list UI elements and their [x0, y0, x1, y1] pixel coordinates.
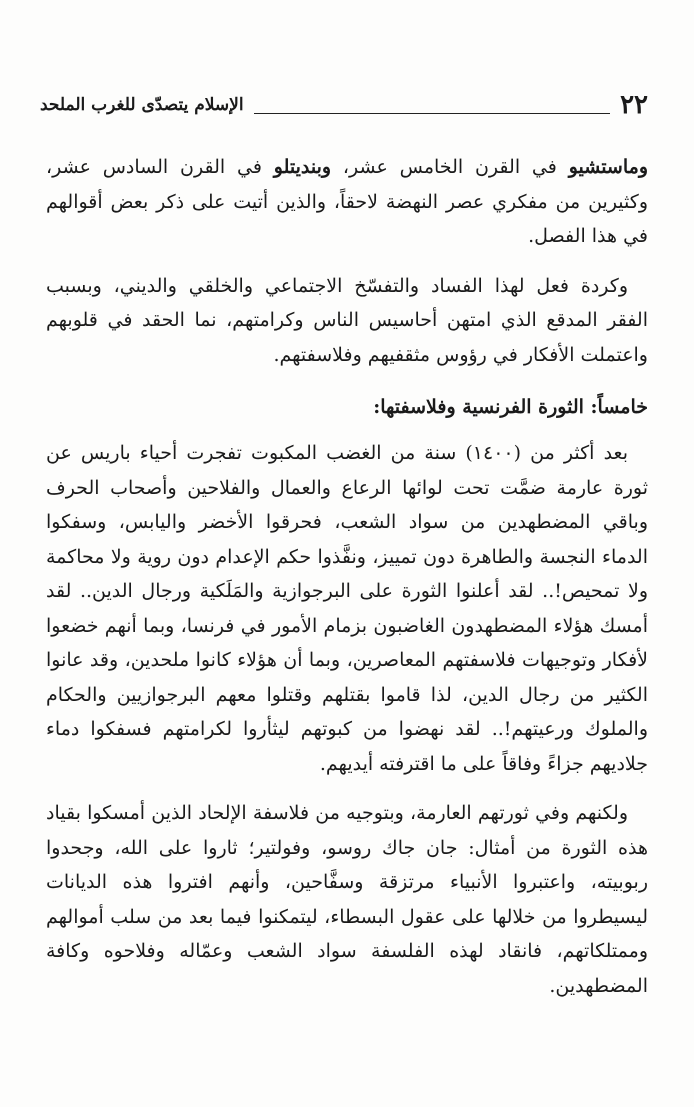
paragraph-text: بعد أكثر من (١٤٠٠) سنة من الغضب المكبوت تفجرت أحياء باريس عن ثورة عارمة ضمَّت تحت لوائها الرعاع والعمال والفلاحين وأصحاب الحرف وباقي المضطهدين من سواد الشعب، فحرقوا الأخضر واليابس، وسفكوا الدماء النجسة والطاهرة دون تمييز، ونفَّذوا حكم الإعدام دون روية ولا محاكمة ولا تمحيص!.. لقد أعلنوا الثورة على البرجوازية والمَلَكية ورجال الدين.. لقد أمسك هؤلاء المضطهدون الغاضبون بزمام الأمور في فرنسا، وبما أنهم خضعوا لأفكار وتوجيهات فلاسفتهم المعاصرين، وبما أن هؤلاء كانوا ملحدين، وقد عانوا الكثير من رجال الدين، لذا قاموا بقتلهم وقتلوا معهم البرجوازيين والحكام والملوك ورعيتهم!.. لقد نهضوا من كبوتهم ليثأروا لكرامتهم فسفكوا دماء جلاديهم جزاءً وفاقاً على ما اقترفته أيديهم. [46, 442, 648, 775]
header-rule [254, 113, 610, 114]
paragraph-text: وكردة فعل لهذا الفساد والتفسّخ الاجتماعي والخلقي والديني، وبسبب الفقر المدقع الذي امتهن أحاسيس الناس وكرامتهم، نما الحقد في قلوبهم واعتملت الأفكار في رؤوس مثقفيهم وفلاسفتهم. [46, 274, 648, 366]
page-number: ٢٢ [620, 90, 648, 120]
paragraph-4 [46, 796, 648, 1003]
paragraph-1 [46, 150, 648, 254]
paragraph-text: ولكنهم وفي ثورتهم العارمة، وبتوجيه من فلاسفة الإلحاد الذين أمسكوا بقياد هذه الثورة من أمثال: جان جاك روسو، وفولتير؛ ثاروا على الله، وجحدوا ربوبيته، واعتبروا الأنبياء مرتزقة وسفَّاحين، وأنهم افتروا هذه الديانات ليسيطروا من خلالها على عقول البسطاء، ليتمكنوا فيما بعد من سلب أموالهم وممتلكاتهم، فانقاد لهذه الفلسفة سواد الشعب وعمّاله وفلاحوه وكافة المضطهدين. [46, 802, 648, 997]
person-name: وبنديتلو [273, 156, 332, 178]
running-header [40, 88, 648, 120]
book-title: الإسلام يتصدّى للغرب الملحد [40, 95, 244, 115]
paragraph-3 [46, 436, 648, 781]
paragraph-2 [46, 269, 648, 373]
paragraph-text: في القرن الخامس عشر، [331, 156, 569, 178]
person-name: وماستشيو [568, 156, 648, 178]
body-text [46, 150, 648, 1003]
section-heading: خامساً: الثورة الفرنسية وفلاسفتها: [373, 396, 648, 418]
paragraph-text: في القرن السادس عشر، وكثيرين من مفكري عصر النهضة لاحقاً، والذين أتيت على ذكر بعض أقوالهم في هذا الفصل. [46, 156, 648, 247]
